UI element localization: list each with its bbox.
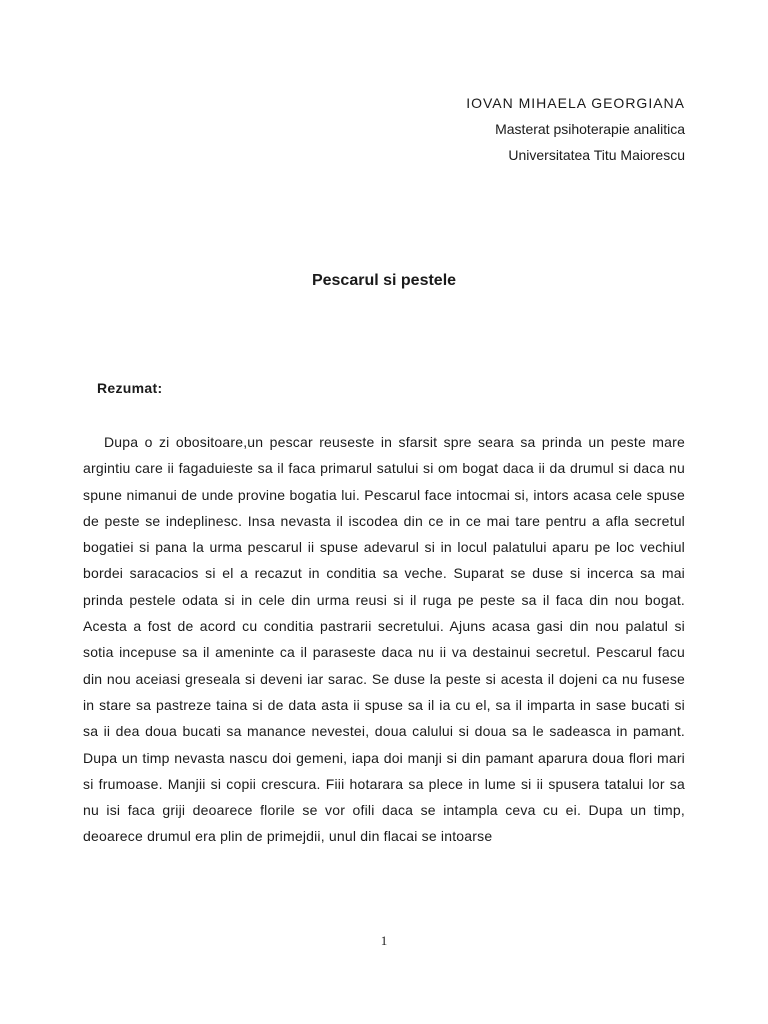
author-program: Masterat psihoterapie analitica (495, 121, 685, 137)
author-university: Universitatea Titu Maiorescu (508, 147, 685, 163)
body-paragraph: Dupa o zi obositoare,un pescar reuseste in sfarsit spre seara sa prinda un peste mare argintiu care ii fagaduieste sa il faca primarul satului si om bogat daca ii da drumul si daca nu spune nimanui de unde provine bogatia lui. Pescarul face intocmai si, intors acasa cele spuse de peste se indeplinesc. Insa nevasta il iscodea din ce in ce mai tare pentru a afla secretul bogatiei si pana la urma pescarul ii spuse adevarul si in locul palatului aparu pe loc vechiul bordei saracacios si el a recazut in conditia sa veche. Suparat se duse si incerca sa mai prinda pestele odata si in cele din urma reusi si il ruga pe peste sa il faca din nou bogat. Acesta a fost de acord cu conditia pastrarii secretului. Ajuns acasa gasi din nou palatul si sotia incepuse sa il ameninte ca il paraseste daca nu ii va destainui secretul. Pescarul facu din nou aceiasi greseala si deveni iar sarac. Se duse la peste si acesta il dojeni ca nu fusese in stare sa pastreze taina si de data asta ii spuse sa il ia cu el, sa il imparta in sase bucati si sa ii dea doua bucati sa manance nevestei, doua calului si doua sa le sadeasca in pamant. Dupa un timp nevasta nascu doi gemeni, iapa doi manji si din pamant aparura doua flori mari si frumoase. Manjii si copii crescura. Fiii hotarara sa plece in lume si ii spusera tatalui lor sa nu isi faca griji deoarece florile se vor ofili daca se intampla ceva cu ei. Dupa un timp, deoarece drumul era plin de primejdii, unul din flacai se intoarse (83, 434, 685, 845)
author-block (466, 90, 685, 168)
section-heading: Rezumat: (97, 380, 163, 396)
author-name: IOVAN MIHAELA GEORGIANA (466, 95, 685, 111)
page-number: 1 (380, 933, 388, 948)
document-title: Pescarul si pestele (311, 272, 457, 289)
